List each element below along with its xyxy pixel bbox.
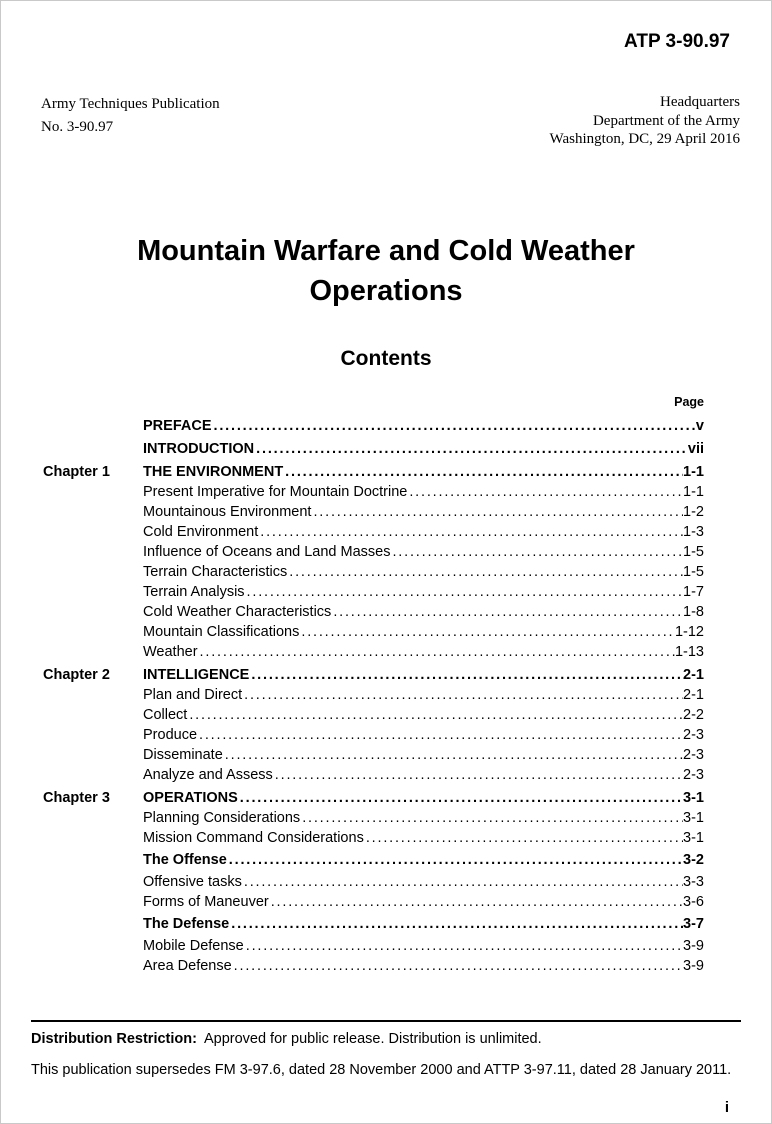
toc-row: [43, 830, 704, 846]
toc-page-number: 1-8: [683, 603, 704, 620]
toc-entry-label: Mountain Classifications: [143, 623, 300, 640]
toc-entry-label: The Offense: [143, 851, 227, 868]
toc-entry-label: Disseminate: [143, 746, 223, 763]
publication-type: Army Techniques Publication: [41, 96, 220, 112]
toc-page-number: 1-1: [683, 483, 704, 500]
toc-row: [43, 584, 704, 600]
publication-number: No. 3-90.97: [41, 119, 114, 135]
toc-entry-label: Terrain Characteristics: [143, 563, 288, 580]
toc-page-number: 3-1: [683, 809, 704, 826]
toc-page-number: 1-7: [683, 583, 704, 600]
toc-page-number: 2-2: [683, 706, 704, 723]
issuing-authority-block: [550, 93, 740, 149]
toc-row: [43, 524, 704, 540]
distribution-restriction: [31, 1031, 741, 1048]
toc-row: [43, 874, 704, 890]
toc-page-number: 2-1: [683, 686, 704, 703]
toc-entry-label: INTELLIGENCE: [143, 666, 250, 683]
toc-chapter-label: Chapter 3: [43, 789, 110, 806]
doc-number: ATP 3-90.97: [624, 31, 730, 52]
toc-page-number: 2-3: [683, 766, 704, 783]
dot-leader: [283, 464, 683, 480]
toc-entry-label: Area Defense: [143, 957, 232, 974]
dot-leader: [258, 524, 683, 540]
toc-page-number: 3-9: [683, 957, 704, 974]
page-content: [1, 1, 771, 974]
toc-row: [43, 852, 704, 868]
toc-row: [43, 464, 704, 480]
toc-row: [43, 564, 704, 580]
toc-page-number: 1-13: [674, 643, 704, 660]
dot-leader: [273, 767, 683, 783]
toc-entry-label: Collect: [143, 706, 188, 723]
toc-entry-label: Influence of Oceans and Land Masses: [143, 543, 391, 560]
toc-page-number: 3-7: [683, 915, 704, 932]
toc-row: [43, 544, 704, 560]
toc-page-number: 1-1: [683, 463, 704, 480]
toc-chapter-label: Chapter 2: [43, 666, 110, 683]
page-column-label: Page: [674, 394, 704, 409]
dot-leader: [331, 604, 683, 620]
dot-leader: [364, 830, 683, 846]
toc-page-number: 3-1: [683, 829, 704, 846]
document-title-line-2: Operations: [309, 274, 463, 307]
toc-row: [43, 504, 704, 520]
dot-leader: [300, 810, 683, 826]
toc-entry-label: Present Imperative for Mountain Doctrine: [143, 483, 408, 500]
distribution-restriction-text: Approved for public release. Distribution is unlimited.: [203, 1031, 542, 1047]
toc-row: [43, 624, 704, 640]
toc-page-number: 2-1: [683, 666, 704, 683]
contents-heading: Contents: [340, 346, 432, 370]
toc-entry-label: Planning Considerations: [143, 809, 301, 826]
dot-leader: [299, 624, 675, 640]
masthead: [32, 93, 740, 149]
toc-row: [43, 916, 704, 932]
distribution-restriction-label: Distribution Restriction:: [31, 1031, 197, 1047]
toc-page-number: 3-6: [683, 893, 704, 910]
toc-entry-label: Cold Weather Characteristics: [143, 603, 332, 620]
toc-row: [43, 958, 704, 974]
toc-page-number: 2-3: [683, 746, 704, 763]
dot-leader: [287, 564, 683, 580]
toc-entry-label: PREFACE: [143, 417, 212, 434]
toc-page-number: vii: [687, 440, 704, 457]
toc-entry-label: Weather: [143, 643, 198, 660]
toc-entry-label: Mountainous Environment: [143, 503, 312, 520]
dot-leader: [244, 938, 683, 954]
issuing-line-1: Headquarters: [660, 94, 740, 110]
dot-leader: [249, 667, 683, 683]
toc-page-number: v: [695, 417, 704, 434]
dot-leader: [311, 504, 683, 520]
dot-leader: [229, 916, 683, 932]
toc-entry-label: THE ENVIRONMENT: [143, 463, 284, 480]
toc-row: [43, 894, 704, 910]
supersession-note: This publication supersedes FM 3-97.6, dated 28 November 2000 and ATTP 3-97.11, dated 28 January 2011.: [31, 1062, 732, 1078]
toc-entry-label: INTRODUCTION: [143, 440, 255, 457]
toc-page-number: 1-3: [683, 523, 704, 540]
toc-entry-label: Mobile Defense: [143, 937, 244, 954]
dot-leader: [187, 707, 683, 723]
footer-divider: [31, 1020, 741, 1022]
toc-row: [43, 418, 704, 434]
toc-entry-label: Produce: [143, 726, 198, 743]
folio-page-number: i: [724, 1099, 729, 1116]
toc-list: [43, 418, 704, 974]
toc-page-number: 1-2: [683, 503, 704, 520]
toc-row: [43, 604, 704, 620]
toc-row: [43, 747, 704, 763]
toc-page-number: 3-9: [683, 937, 704, 954]
dot-leader: [269, 894, 683, 910]
toc-entry-label: Analyze and Assess: [143, 766, 273, 783]
dot-leader: [232, 958, 683, 974]
toc-page-number: 3-3: [683, 873, 704, 890]
toc-page-number: 1-12: [674, 623, 704, 640]
dot-leader: [390, 544, 683, 560]
toc-row: [43, 644, 704, 660]
toc-page-number: 1-5: [683, 563, 704, 580]
document-title: [32, 231, 740, 311]
dot-leader: [198, 644, 675, 660]
toc-page-number: 1-5: [683, 543, 704, 560]
dot-leader: [227, 852, 683, 868]
issuing-line-2: Department of the Army: [592, 112, 740, 129]
toc-entry-label: Offensive tasks: [143, 873, 242, 890]
toc-row: [43, 441, 704, 457]
toc-page-number: 3-1: [683, 789, 704, 806]
dot-leader: [223, 747, 683, 763]
toc-entry-label: Forms of Maneuver: [143, 893, 269, 910]
toc-page-number: 2-3: [683, 726, 704, 743]
toc-entry-label: Cold Environment: [143, 523, 259, 540]
toc-row: [43, 767, 704, 783]
toc-entry-label: Terrain Analysis: [143, 583, 245, 600]
dot-leader: [212, 418, 696, 434]
dot-leader: [238, 790, 683, 806]
dot-leader: [242, 687, 683, 703]
document-title-line-1: Mountain Warfare and Cold Weather: [137, 234, 635, 267]
dot-leader: [197, 727, 683, 743]
toc-chapter-label: Chapter 1: [43, 463, 110, 480]
issuing-line-3: Washington, DC, 29 April 2016: [549, 131, 740, 147]
toc-entry-label: OPERATIONS: [143, 789, 238, 806]
dot-leader: [245, 584, 683, 600]
toc-row: [43, 727, 704, 743]
dot-leader: [254, 441, 688, 457]
toc-row: [43, 687, 704, 703]
toc-row: [43, 790, 704, 806]
toc-page-number: 3-2: [683, 851, 704, 868]
toc-entry-label: The Defense: [143, 915, 230, 932]
dot-leader: [407, 484, 683, 500]
toc-row: [43, 707, 704, 723]
toc-row: [43, 938, 704, 954]
page-footer: [31, 1020, 741, 1116]
toc-entry-label: Plan and Direct: [143, 686, 243, 703]
toc-row: [43, 810, 704, 826]
dot-leader: [242, 874, 683, 890]
toc-row: [43, 667, 704, 683]
publication-block: [32, 93, 220, 149]
toc-row: [43, 484, 704, 500]
toc-entry-label: Mission Command Considerations: [143, 829, 364, 846]
